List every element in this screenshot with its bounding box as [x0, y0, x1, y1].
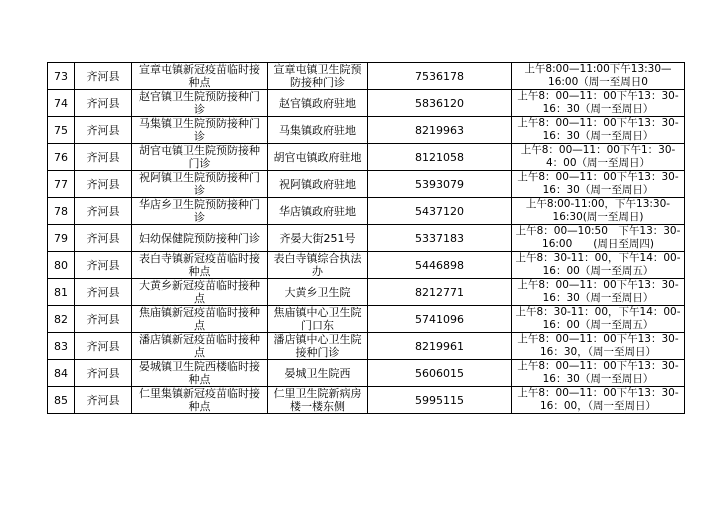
- vaccination-sites-table: [47, 62, 685, 414]
- site-name-cell: 赵官镇卫生院预防接种门诊: [132, 90, 268, 117]
- hours-cell: 上午8：30-11：00，下午14：00-16：00（周一至周五）: [512, 252, 685, 279]
- site-name-cell: 胡官屯镇卫生院预防接种门诊: [132, 144, 268, 171]
- county-cell: 齐河县: [75, 63, 132, 90]
- site-name-cell: 马集镇卫生院预防接种门诊: [132, 117, 268, 144]
- table-row: [48, 198, 685, 225]
- table-row: [48, 171, 685, 198]
- county-cell: 齐河县: [75, 144, 132, 171]
- site-name-cell: 妇幼保健院预防接种门诊: [132, 225, 268, 252]
- address-cell: 赵官镇政府驻地: [268, 90, 368, 117]
- hours-cell: 上午8：00—11：00下午1：30-4：00（周一至周日）: [512, 144, 685, 171]
- hours-cell: 上午8：00—11：00下午13：30-16：30（周一至周日）: [512, 171, 685, 198]
- address-cell: 祝阿镇政府驻地: [268, 171, 368, 198]
- county-cell: 齐河县: [75, 360, 132, 387]
- county-cell: 齐河县: [75, 171, 132, 198]
- table-row: [48, 225, 685, 252]
- row-number-cell: 76: [48, 144, 75, 171]
- hours-cell: 上午8:00-11:00，下午13:30-16:30(周一至周日): [512, 198, 685, 225]
- site-name-cell: 大黄乡新冠疫苗临时接种点: [132, 279, 268, 306]
- row-number-cell: 84: [48, 360, 75, 387]
- address-cell: 华店镇政府驻地: [268, 198, 368, 225]
- site-name-cell: 晏城镇卫生院西楼临时接种点: [132, 360, 268, 387]
- address-cell: 大黄乡卫生院: [268, 279, 368, 306]
- phone-cell: 5393079: [368, 171, 512, 198]
- table-row: [48, 387, 685, 414]
- county-cell: 齐河县: [75, 117, 132, 144]
- county-cell: 齐河县: [75, 306, 132, 333]
- phone-cell: 8121058: [368, 144, 512, 171]
- hours-cell: 上午8：00—11：00下午13：30-16：30（周一至周日）: [512, 117, 685, 144]
- table-row: [48, 144, 685, 171]
- site-name-cell: 潘店镇新冠疫苗临时接种点: [132, 333, 268, 360]
- row-number-cell: 78: [48, 198, 75, 225]
- row-number-cell: 79: [48, 225, 75, 252]
- row-number-cell: 81: [48, 279, 75, 306]
- phone-cell: 5836120: [368, 90, 512, 117]
- hours-cell: 上午8：00—10:50 下午13：30-16:00 (周日至周四): [512, 225, 685, 252]
- table-row: [48, 306, 685, 333]
- county-cell: 齐河县: [75, 198, 132, 225]
- phone-cell: 8219963: [368, 117, 512, 144]
- hours-cell: 上午8：00—11：00下午13：30-16：00，（周一至周日）: [512, 387, 685, 414]
- hours-cell: 上午8：30-11：00，下午14：00-16：00（周一至周五）: [512, 306, 685, 333]
- row-number-cell: 74: [48, 90, 75, 117]
- row-number-cell: 77: [48, 171, 75, 198]
- county-cell: 齐河县: [75, 225, 132, 252]
- address-cell: 表白寺镇综合执法办: [268, 252, 368, 279]
- table-row: [48, 63, 685, 90]
- hours-cell: 上午8：00—11：00下午13：30-16：30（周一至周日）: [512, 90, 685, 117]
- phone-cell: 5606015: [368, 360, 512, 387]
- address-cell: 焦庙镇中心卫生院门口东: [268, 306, 368, 333]
- site-name-cell: 表白寺镇新冠疫苗临时接种点: [132, 252, 268, 279]
- row-number-cell: 83: [48, 333, 75, 360]
- hours-cell: 上午8：00—11：00下午13：30-16：30，（周一至周日）: [512, 333, 685, 360]
- hours-cell: 上午8:00—11:00下午13:30—16:00（周一至周日0: [512, 63, 685, 90]
- county-cell: 齐河县: [75, 387, 132, 414]
- phone-cell: 5337183: [368, 225, 512, 252]
- row-number-cell: 80: [48, 252, 75, 279]
- phone-cell: 5741096: [368, 306, 512, 333]
- row-number-cell: 75: [48, 117, 75, 144]
- site-name-cell: 宣章屯镇新冠疫苗临时接种点: [132, 63, 268, 90]
- phone-cell: 8212771: [368, 279, 512, 306]
- hours-cell: 上午8：00—11：00下午13：30-16：30（周一至周日）: [512, 279, 685, 306]
- phone-cell: 5995115: [368, 387, 512, 414]
- table-row: [48, 252, 685, 279]
- table-row: [48, 360, 685, 387]
- row-number-cell: 73: [48, 63, 75, 90]
- county-cell: 齐河县: [75, 252, 132, 279]
- address-cell: 潘店镇中心卫生院接种门诊: [268, 333, 368, 360]
- table-row: [48, 90, 685, 117]
- address-cell: 马集镇政府驻地: [268, 117, 368, 144]
- phone-cell: 5446898: [368, 252, 512, 279]
- address-cell: 齐晏大街251号: [268, 225, 368, 252]
- row-number-cell: 85: [48, 387, 75, 414]
- address-cell: 宣章屯镇卫生院预防接种门诊: [268, 63, 368, 90]
- row-number-cell: 82: [48, 306, 75, 333]
- address-cell: 胡官屯镇政府驻地: [268, 144, 368, 171]
- county-cell: 齐河县: [75, 90, 132, 117]
- phone-cell: 5437120: [368, 198, 512, 225]
- table-row: [48, 333, 685, 360]
- address-cell: 晏城卫生院西: [268, 360, 368, 387]
- address-cell: 仁里卫生院新病房楼一楼东侧: [268, 387, 368, 414]
- hours-cell: 上午8：00—11：00下午13：30-16：30（周一至周日）: [512, 360, 685, 387]
- phone-cell: 8219961: [368, 333, 512, 360]
- county-cell: 齐河县: [75, 279, 132, 306]
- county-cell: 齐河县: [75, 333, 132, 360]
- site-name-cell: 仁里集镇新冠疫苗临时接种点: [132, 387, 268, 414]
- site-name-cell: 祝阿镇卫生院预防接种门诊: [132, 171, 268, 198]
- site-name-cell: 华店乡卫生院预防接种门诊: [132, 198, 268, 225]
- table-row: [48, 279, 685, 306]
- table-row: [48, 117, 685, 144]
- table-body: [48, 63, 685, 414]
- phone-cell: 7536178: [368, 63, 512, 90]
- site-name-cell: 焦庙镇新冠疫苗临时接种点: [132, 306, 268, 333]
